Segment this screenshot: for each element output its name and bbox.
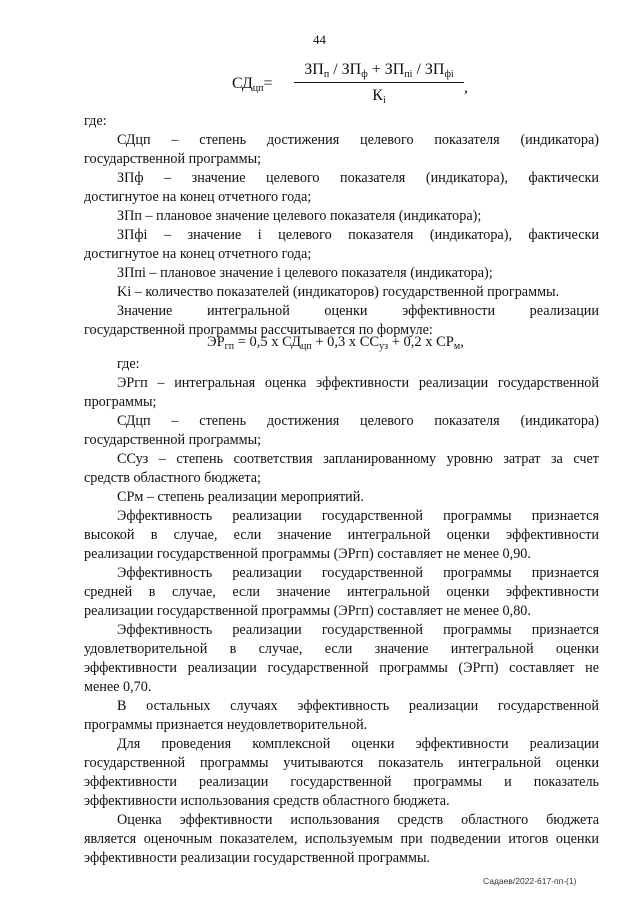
text-line: удовлетворительной в случае, если значение интегральной оценки [84,641,599,657]
text-line: где: [84,113,107,129]
text-line: эффективности реализации государственной программы и показатель [84,774,599,790]
text-line: программы признается неудовлетворительной. [84,717,368,733]
text-line: ССуз – степень соответствия запланированному уровню затрат за счет [117,451,599,467]
text-line: ЭРгп – интегральная оценка эффективности реализации государственной [117,375,599,391]
formula-fraction [294,62,464,104]
text-line: достигнутое на конец отчетного года; [84,189,312,205]
text-line: СДцп – степень достижения целевого показателя (индикатора) [117,413,599,429]
text-line: эффективности реализации государственной программы (ЭРгп) составляет не [84,660,599,676]
text-line: Ki – количество показателей (индикаторов) государственной программы. [117,284,560,300]
formula-comma: , [464,79,468,96]
formula-integral-estimate: $ЭР_{гп} = 0,5$ x $СД_{цп} + 0,3$ x $СС_{уз} + 0,2$ x $СР_м$, [207,334,464,352]
text-line: Эффективность реализации государственной программы признается [117,565,599,581]
text-line: средней в случае, если значение интегральной оценки эффективности [84,584,599,600]
text-line: СДцп – степень достижения целевого показателя (индикатора) [117,132,599,148]
text-line: высокой в случае, если значение интегральной оценки эффективности [84,527,599,543]
formula-lhs: $СД_{цп}=$ [232,75,273,94]
text-line: реализации государственной программы (ЭРгп) составляет не менее 0,90. [84,546,531,562]
document-footer-code: Садаев/2022-617-пп-(1) [483,876,577,886]
text-line: ЗПп – плановое значение целевого показателя (индикатора); [117,208,482,224]
text-line: СРм – степень реализации мероприятий. [117,489,364,505]
text-line: государственной программы учитываются показатель интегральной оценки [84,755,599,771]
text-line: государственной программы рассчитывается по формуле: [84,322,433,338]
formula-numerator: $ЗП_п / ЗП_ф + ЗП_{пi} / ЗП_{фi}$ [304,61,454,80]
formula-denominator: $К_i$ [372,87,386,106]
text-line: В остальных случаях эффективность реализации государственной [117,698,599,714]
text-line: менее 0,70. [84,679,152,695]
text-line: где: [117,356,140,372]
text-line: Эффективность реализации государственной программы признается [117,622,599,638]
text-line: достигнутое на конец отчетного года; [84,246,312,262]
text-line: Эффективность реализации государственной программы признается [117,508,599,524]
text-line: государственной программы; [84,432,262,448]
text-line: эффективности использования средств областного бюджета. [84,793,450,809]
text-line: ЗПфi – значение i целевого показателя (индикатора), фактически [117,227,599,243]
text-line: программы; [84,394,157,410]
text-line: средств областного бюджета; [84,470,261,486]
page-number: 44 [313,32,326,47]
text-line: ЗПф – значение целевого показателя (индикатора), фактически [117,170,599,186]
text-line: Оценка эффективности использования средств областного бюджета [117,812,599,828]
text-line: государственной программы; [84,151,262,167]
text-line: эффективности реализации государственной программы. [84,850,431,866]
text-line: ЗПпi – плановое значение i целевого показателя (индикатора); [117,265,493,281]
text-line: реализации государственной программы (ЭРгп) составляет не менее 0,80. [84,603,531,619]
text-line: является оценочным показателем, используемым при подведении итогов оценки [84,831,599,847]
text-line: Для проведения комплексной оценки эффективности реализации [117,736,599,752]
text-line: Значение интегральной оценки эффективности реализации [117,303,599,319]
